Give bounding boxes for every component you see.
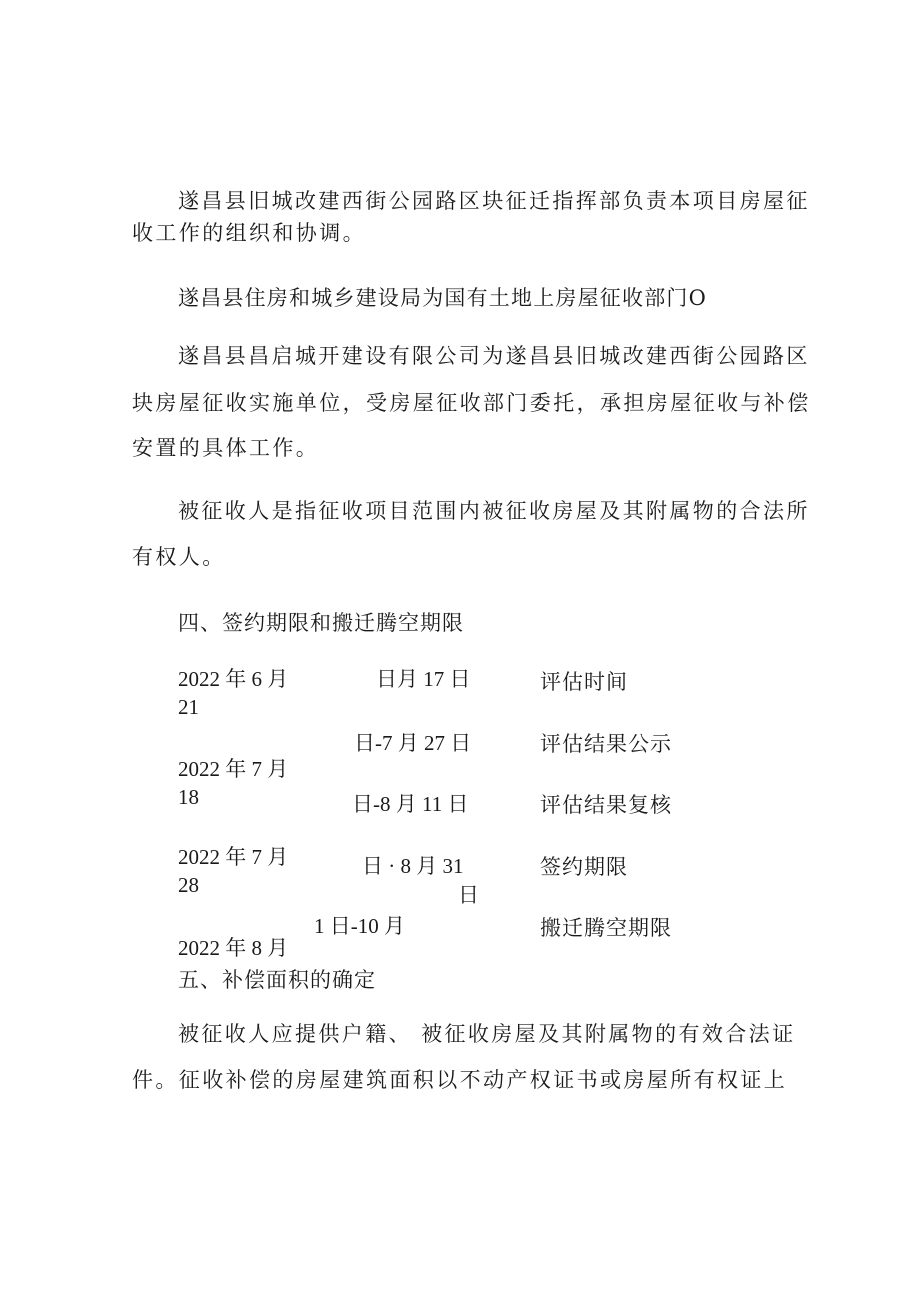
row-5-end-date: 1 日-10 月	[314, 914, 405, 938]
row-3-start-day: 18	[178, 785, 199, 809]
paragraph-3-line-3: 安置的具体工作。	[132, 436, 320, 460]
paragraph-2: 遂昌县住房和城乡建设局为国有土地上房屋征收部门O	[178, 286, 708, 310]
row-1-start-day: 21	[178, 695, 199, 719]
paragraph-4-line-1: 被征收人是指征收项目范围内被征收房屋及其附属物的合法所	[178, 499, 810, 523]
row-1-label: 评估时间	[540, 670, 628, 694]
row-4-start-day: 28	[178, 873, 199, 897]
row-3-start-date: 2022 年 7 月	[178, 757, 289, 781]
section-5-heading: 五、补偿面积的确定	[178, 968, 376, 992]
paragraph-6-line-2: 件。征收补偿的房屋建筑面积以不动产权证书或房屋所有权证上	[132, 1068, 788, 1092]
row-5-start-date: 2022 年 8 月	[178, 936, 289, 960]
paragraph-1-line-2: 收工作的组织和协调。	[132, 221, 366, 245]
row-5-clipped	[170, 912, 730, 960]
paragraph-1-line-1: 遂昌县旧城改建西街公园路区块征迁指挥部负责本项目房屋征	[178, 189, 810, 213]
row-1-start-date: 2022 年 6 月	[178, 667, 289, 691]
paragraph-6-line-1: 被征收人应提供户籍、 被征收房屋及其附属物的有效合法证	[178, 1022, 796, 1046]
row-4-end-date: 日 · 8 月 31	[362, 854, 464, 878]
row-4-label: 签约期限	[540, 855, 628, 879]
row-1-end-date: 日月 17 日	[376, 667, 471, 691]
row-3-end-date: 日-8 月 11 日	[352, 792, 469, 816]
paragraph-3-line-2: 块房屋征收实施单位，受房屋征收部门委托，承担房屋征收与补偿	[132, 391, 811, 415]
row-4-start-date: 2022 年 7 月	[178, 845, 289, 869]
row-2-label: 评估结果公示	[540, 732, 672, 756]
section-4-heading: 四、签约期限和搬迁腾空期限	[178, 611, 464, 635]
row-3-label: 评估结果复核	[540, 793, 672, 817]
row-5-label: 搬迁腾空期限	[540, 916, 672, 940]
paragraph-3-line-1: 遂昌县昌启城开建设有限公司为遂昌县旧城改建西街公园路区	[178, 344, 810, 368]
row-4-end-suffix: 日	[458, 883, 479, 907]
paragraph-4-line-2: 有权人。	[132, 545, 226, 569]
row-2-end-date: 日-7 月 27 日	[354, 731, 472, 755]
